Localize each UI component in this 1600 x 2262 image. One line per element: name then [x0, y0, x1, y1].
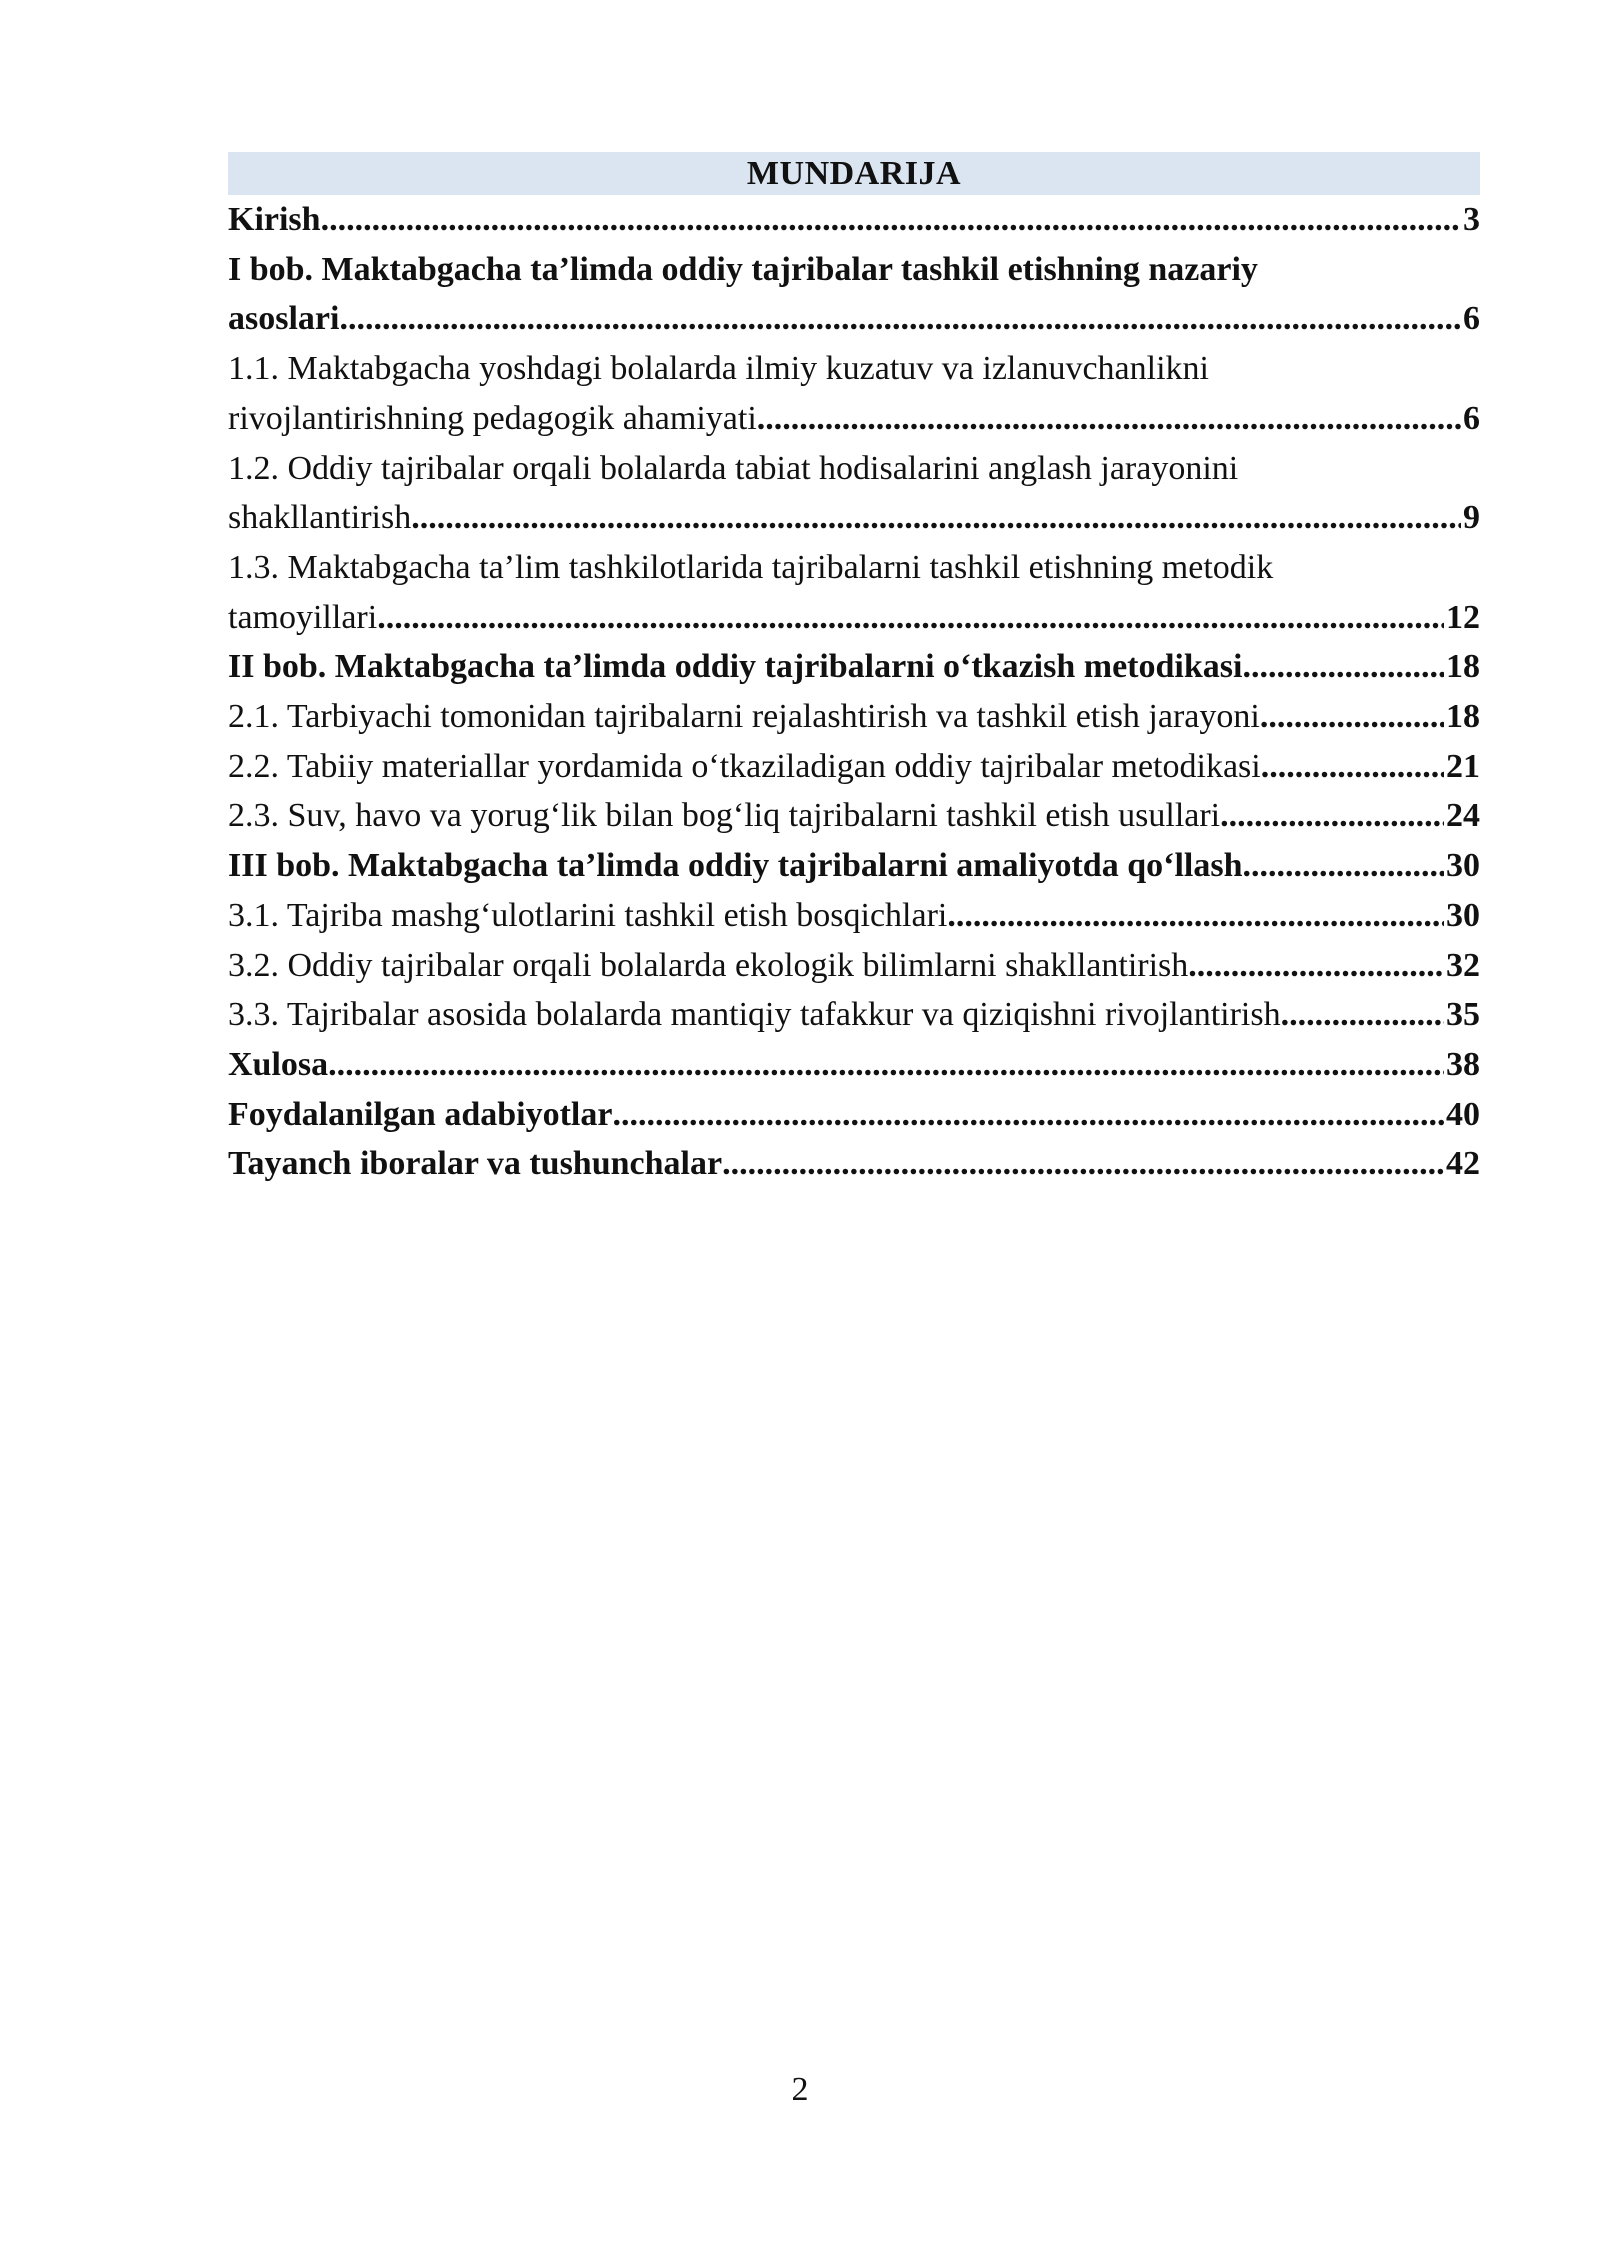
toc-entry-line — [228, 841, 1480, 891]
toc-entry-page: 40 — [1446, 1095, 1480, 1133]
toc-title: MUNDARIJA — [228, 152, 1480, 195]
toc-entry-line — [228, 642, 1480, 692]
toc-entry-page: 6 — [1463, 300, 1480, 338]
toc-entry-text: shakllantirish — [228, 499, 412, 537]
toc-leader-dots — [1281, 990, 1444, 1040]
toc-entry-page: 24 — [1446, 797, 1480, 835]
toc-entry-line — [228, 1090, 1480, 1140]
toc-leader-dots — [1188, 941, 1444, 991]
toc-entry-section-3-1[interactable] — [228, 891, 1480, 941]
toc-entry-references[interactable] — [228, 1090, 1480, 1140]
toc-entry-section-3-3[interactable] — [228, 990, 1480, 1040]
toc-entry-chapter-3[interactable] — [228, 841, 1480, 891]
toc-leader-dots — [1260, 692, 1444, 742]
toc-entry-page: 21 — [1446, 747, 1480, 785]
toc-entry-page: 6 — [1463, 399, 1480, 437]
toc-entry-page: 38 — [1446, 1045, 1480, 1083]
toc-entry-chapter-2[interactable] — [228, 642, 1480, 692]
toc-entry-line — [228, 692, 1480, 742]
toc-entry-text: Xulosa — [228, 1045, 329, 1083]
toc-entry-kirish[interactable] — [228, 195, 1480, 245]
toc-leader-dots — [947, 891, 1444, 941]
toc-entry-text: 2.3. Suv, havo va yorug‘lik bilan bog‘liq tajribalarni tashkil etish usullari — [228, 797, 1221, 835]
toc-entry-page: 3 — [1463, 201, 1480, 238]
toc-entry-line — [228, 1040, 1480, 1090]
toc-entry-page: 35 — [1446, 996, 1480, 1034]
toc-leader-dots — [1242, 642, 1444, 692]
page-number: 2 — [791, 2071, 809, 2108]
toc-entry-text: Tayanch iboralar va tushunchalar — [228, 1145, 723, 1183]
toc-entry-section-3-2[interactable] — [228, 941, 1480, 991]
toc-entry-text: 2.2. Tabiiy materiallar yordamida o‘tkaziladigan oddiy tajribalar metodikasi — [228, 747, 1261, 785]
toc-entry-line — [228, 941, 1480, 991]
toc-entry-page: 9 — [1463, 499, 1480, 537]
toc-entry-page: 32 — [1446, 946, 1480, 984]
toc-entry-text: tamoyillari — [228, 598, 378, 636]
toc-entry-first-line: 1.2. Oddiy tajribalar orqali bolalarda tabiat hodisalarini anglash jarayonini — [228, 449, 1239, 487]
toc-entry-line — [228, 990, 1480, 1040]
toc-entry-page: 12 — [1446, 598, 1480, 636]
toc-entry-chapter-1[interactable] — [228, 245, 1480, 344]
toc-leader-dots — [339, 294, 1461, 344]
toc-entry-text: asoslari — [228, 300, 340, 338]
toc-leader-dots — [1261, 742, 1444, 792]
toc-entry-page: 30 — [1446, 896, 1480, 934]
document-page — [228, 152, 1480, 1189]
toc-entry-text: Foydalanilgan adabiyotlar — [228, 1095, 613, 1133]
toc-entry-text: 3.1. Tajriba mashg‘ulotlarini tashkil etish bosqichlari — [228, 896, 948, 934]
toc-entry-first-line: 1.1. Maktabgacha yoshdagi bolalarda ilmiy kuzatuv va izlanuvchanlikni — [228, 350, 1209, 388]
toc-entry-text: III bob. Maktabgacha ta’limda oddiy tajribalarni amaliyotda qo‘llash — [228, 847, 1243, 885]
toc-list — [228, 195, 1480, 1189]
toc-entry-line — [228, 891, 1480, 941]
toc-entry-line — [228, 742, 1480, 792]
toc-entry-page: 18 — [1446, 698, 1480, 736]
toc-entry-line — [228, 1139, 1480, 1189]
toc-leader-dots — [328, 1040, 1444, 1090]
toc-leader-dots — [612, 1090, 1444, 1140]
toc-entry-line — [228, 593, 1480, 643]
toc-entry-section-1-1[interactable] — [228, 344, 1480, 443]
toc-entry-text: 2.1. Tarbiyachi tomonidan tajribalarni rejalashtirish va tashkil etish jarayoni — [228, 698, 1260, 736]
toc-entry-text: 3.3. Tajribalar asosida bolalarda mantiqiy tafakkur va qiziqishni rivojlantirish — [228, 996, 1281, 1034]
toc-entry-page: 30 — [1446, 847, 1480, 885]
toc-leader-dots — [1242, 841, 1444, 891]
toc-entry-section-1-2[interactable] — [228, 444, 1480, 543]
toc-entry-page: 42 — [1446, 1145, 1480, 1183]
toc-entry-line — [228, 294, 1480, 344]
toc-entry-section-1-3[interactable] — [228, 543, 1480, 642]
toc-entry-line — [228, 493, 1480, 543]
toc-entry-line — [228, 791, 1480, 841]
toc-leader-dots — [321, 195, 1461, 245]
toc-entry-line — [228, 394, 1480, 444]
toc-entry-first-line: 1.3. Maktabgacha ta’lim tashkilotlarida tajribalarni tashkil etishning metodik — [228, 548, 1274, 586]
toc-leader-dots — [411, 493, 1461, 543]
toc-entry-xulosa[interactable] — [228, 1040, 1480, 1090]
toc-entry-section-2-3[interactable] — [228, 791, 1480, 841]
toc-entry-first-line: I bob. Maktabgacha ta’limda oddiy tajribalar tashkil etishning nazariy — [228, 250, 1258, 288]
toc-entry-section-2-1[interactable] — [228, 692, 1480, 742]
toc-entry-glossary[interactable] — [228, 1139, 1480, 1189]
toc-entry-text: II bob. Maktabgacha ta’limda oddiy tajribalarni o‘tkazish metodikasi — [228, 648, 1243, 686]
toc-entry-text: rivojlantirishning pedagogik ahamiyati — [228, 399, 757, 437]
toc-entry-line — [228, 195, 1480, 245]
toc-entry-page: 18 — [1446, 648, 1480, 686]
toc-leader-dots — [1220, 791, 1444, 841]
toc-entry-text: 3.2. Oddiy tajribalar orqali bolalarda ekologik bilimlarni shakllantirish — [228, 946, 1189, 984]
toc-leader-dots — [722, 1139, 1444, 1189]
toc-leader-dots — [757, 394, 1461, 444]
toc-entry-section-2-2[interactable] — [228, 742, 1480, 792]
toc-entry-text: Kirish — [228, 201, 321, 238]
toc-leader-dots — [377, 593, 1444, 643]
